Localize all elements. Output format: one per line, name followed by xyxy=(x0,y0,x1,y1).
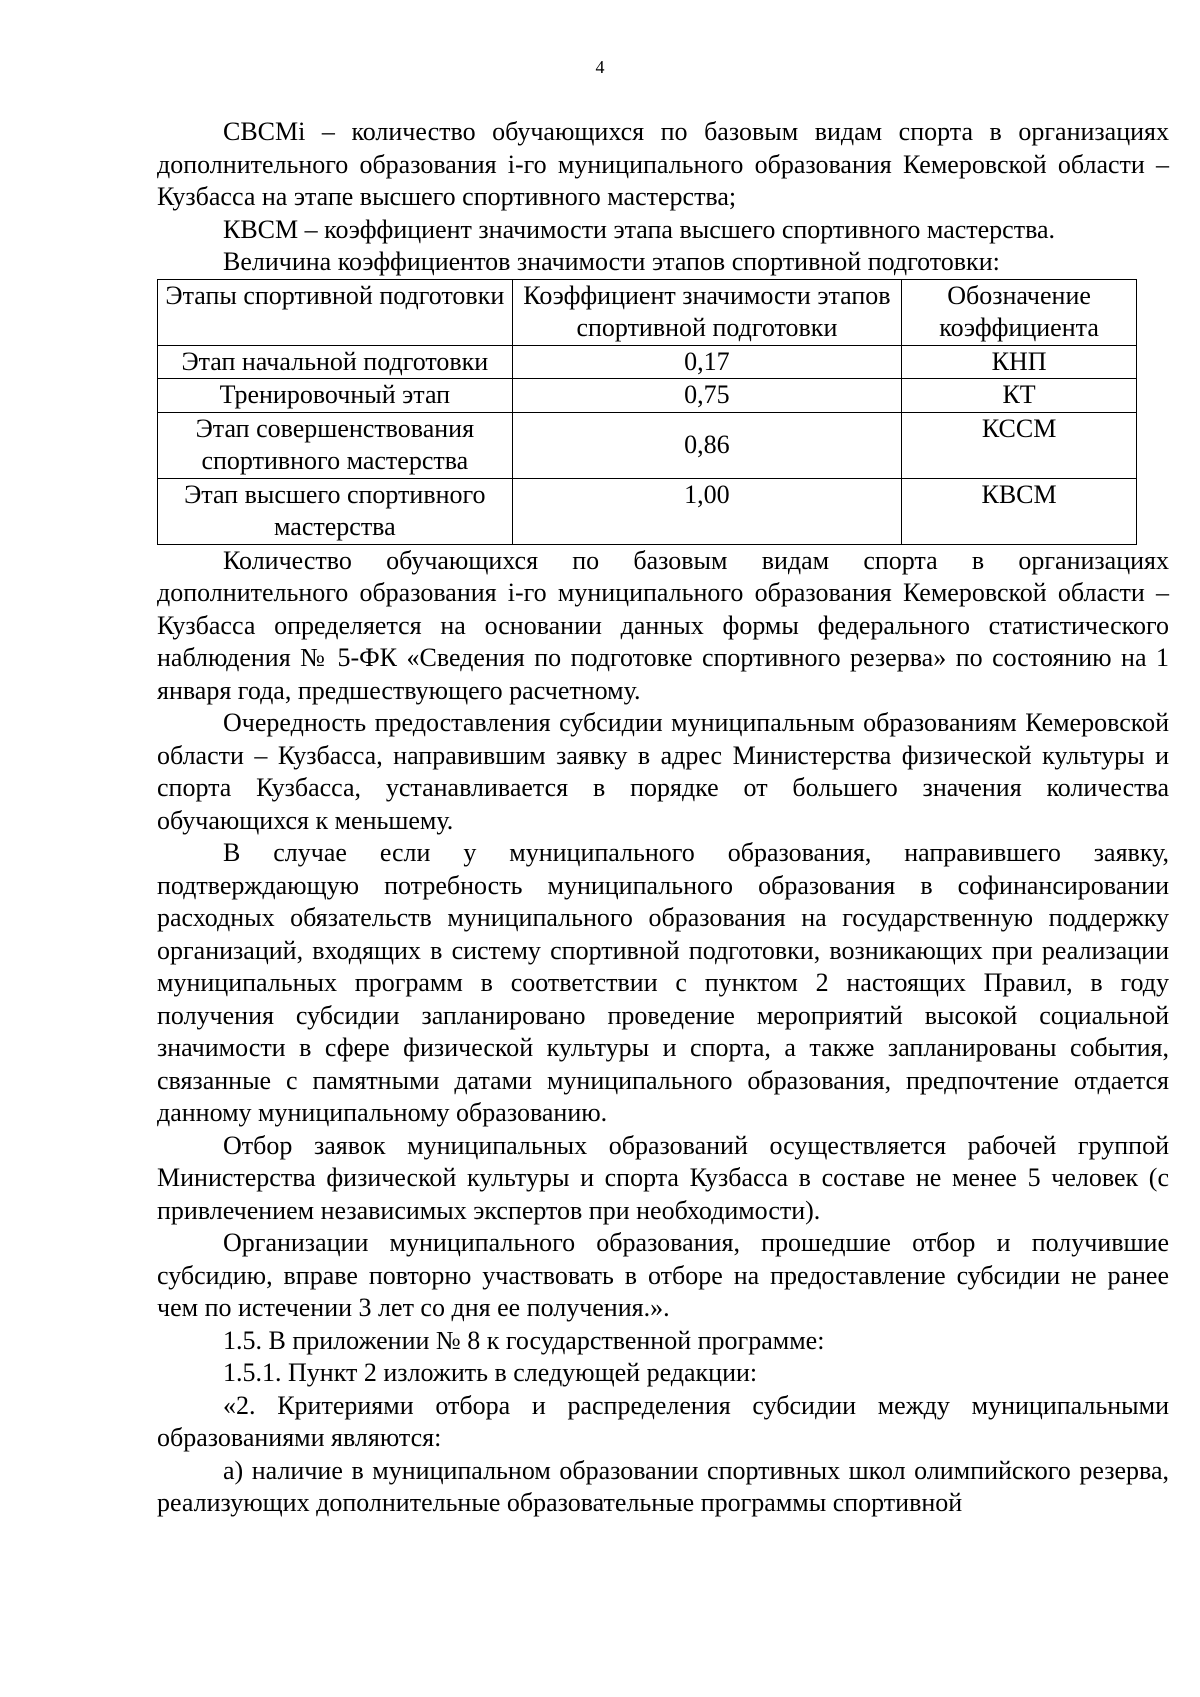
paragraph-kvsm-definition: КВСМ – коэффициент значимости этапа высшего спортивного мастерства. xyxy=(223,214,1056,244)
table-cell-coefficient: 1,00 xyxy=(512,478,901,544)
table-header-cell: Коэффициент значимости этапов спортивной подготовки xyxy=(512,279,901,345)
table-cell-stage: Этап совершенствования спортивного мастерства xyxy=(158,412,513,478)
table-cell-coefficient: 0,86 xyxy=(512,412,901,478)
paragraph-preference-case: В случае если у муниципального образования, направившего заявку, подтверждающую потребность муниципального образования в софинансировании расходных обязательств муниципального образования на государственную поддержку организаций, входящих в систему спортивной подготовки, возникающих при реализации муниципальных программ в соответствии с пунктом 2 настоящих Правил, в году получения субсидии запланировано проведение мероприятий высокой социальной значимости в сфере физической культуры и спорта, а также запланированы события, связанные с памятными датами муниципального образования, предпочтение отдается данному муниципальному образованию. xyxy=(157,838,1169,1127)
table-header-cell: Обозначение коэффициента xyxy=(902,279,1137,345)
page-number: 4 xyxy=(595,57,605,77)
paragraph-svsm-definition: СВСМi – количество обучающихся по базовым видам спорта в организациях дополнительного образования i-го муниципального образования Кемеровской области – Кузбасса на этапе высшего спортивного мастерства; xyxy=(157,117,1169,211)
table-row xyxy=(158,478,1137,544)
page-content xyxy=(157,116,1169,1520)
table-row xyxy=(158,379,1137,413)
table-cell-symbol: КНП xyxy=(902,345,1137,379)
table-cell-coefficient: 0,75 xyxy=(512,379,901,413)
table-header-cell: Этапы спортивной подготовки xyxy=(158,279,513,345)
paragraph-item-1-5: 1.5. В приложении № 8 к государственной программе: xyxy=(223,1325,825,1355)
paragraph-criterion-a: а) наличие в муниципальном образовании спортивных школ олимпийского резерва, реализующих дополнительные образовательные программы спортивной xyxy=(157,1455,1169,1517)
table-cell-stage: Тренировочный этап xyxy=(158,379,513,413)
table-cell-stage: Этап высшего спортивного мастерства xyxy=(158,478,513,544)
paragraph-priority-order: Очередность предоставления субсидии муниципальным образованиям Кемеровской области – Кузбасса, направившим заявку в адрес Министерства физической культуры и спорта Кузбасса, устанавливается в порядке от большего значения количества обучающихся к меньшему. xyxy=(157,708,1169,835)
paragraph-item-1-5-1: 1.5.1. Пункт 2 изложить в следующей редакции: xyxy=(223,1358,758,1387)
table-row xyxy=(158,412,1137,478)
table-cell-symbol: КВСМ xyxy=(902,478,1137,544)
paragraph-criteria: «2. Критериями отбора и распределения субсидии между муниципальными образованиями являются: xyxy=(157,1390,1169,1452)
table-cell-coefficient: 0,17 xyxy=(512,345,901,379)
paragraph-selection-group: Отбор заявок муниципальных образований осуществляется рабочей группой Министерства физической культуры и спорта Кузбасса в составе не менее 5 человек (с привлечением независимых экспертов при необходимости). xyxy=(157,1130,1169,1225)
table-cell-stage: Этап начальной подготовки xyxy=(158,345,513,379)
paragraph-table-caption: Величина коэффициентов значимости этапов спортивной подготовки: xyxy=(223,247,1000,276)
paragraph-student-count: Количество обучающихся по базовым видам спорта в организациях дополнительного образования i-го муниципального образования Кемеровской области – Кузбасса определяется на основании данных формы федерального статистического наблюдения № 5-ФК «Сведения по подготовке спортивного резерва» по состоянию на 1 января года, предшествующего расчетному. xyxy=(157,545,1169,705)
coefficients-table xyxy=(157,279,1137,545)
table-cell-symbol: КТ xyxy=(902,379,1137,413)
table-cell-symbol: КССМ xyxy=(902,412,1137,478)
table-header-row xyxy=(158,279,1137,345)
paragraph-repeat-participation: Организации муниципального образования, прошедшие отбор и получившие субсидию, вправе повторно участвовать в отборе на предоставление субсидии не ранее чем по истечении 3 лет со дня ее получения.». xyxy=(157,1228,1169,1322)
table-row xyxy=(158,345,1137,379)
